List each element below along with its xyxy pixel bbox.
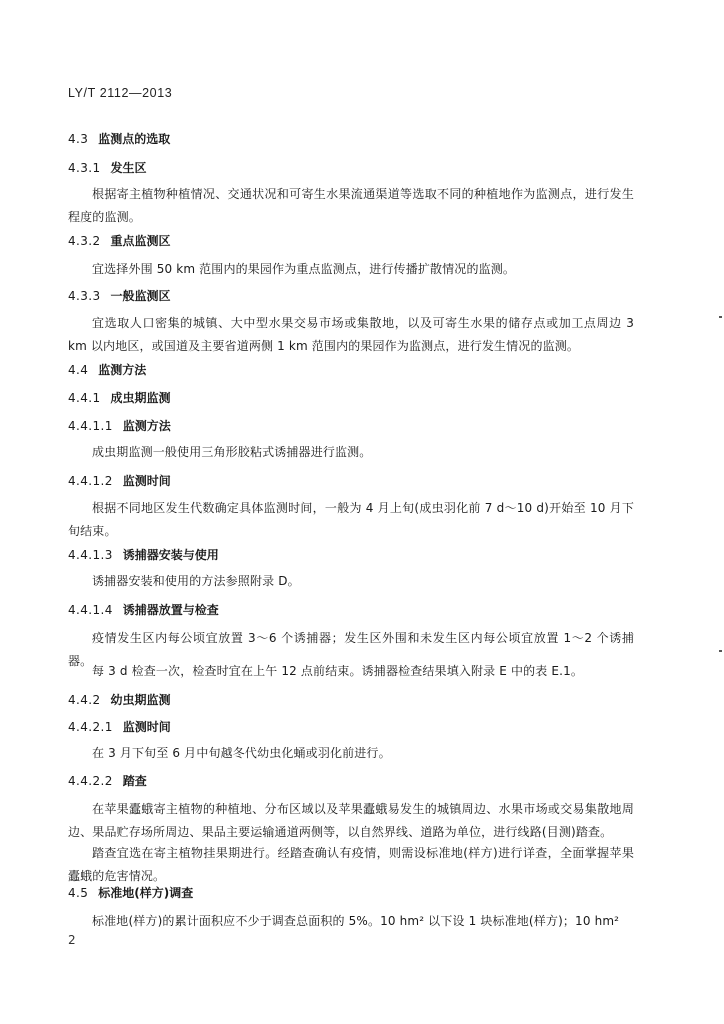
heading-4-3-3 [68, 287, 171, 304]
scan-edge-mark [719, 650, 722, 652]
section-title: 诱捕器放置与检查 [122, 603, 219, 617]
section-number: 4.4.1.4 [68, 603, 113, 617]
section-number: 4.4.1.2 [68, 474, 113, 488]
paragraph-4-4-1-4-a: 疫情发生区内每公顷宜放置 3～6 个诱捕器；发生区外围和未发生区内每公顷宜放置 1～2 个诱捕器。 [68, 631, 634, 668]
heading-4-3 [68, 130, 170, 147]
section-title: 一般监测区 [110, 289, 171, 303]
paragraph-4-4-2-2-a: 在苹果蠹蛾寄主植物的种植地、分布区域以及苹果蠹蛾易发生的城镇周边、水果市场或交易集散地周边、果品贮存场所周边、果品主要运输通道两侧等，以自然界线、道路为单位，进行线路(目测)踏查。 [68, 802, 634, 839]
section-number: 4.4.1.3 [68, 548, 113, 562]
heading-4-4-2-1 [68, 718, 171, 735]
standard-code: LY/T 2112—2013 [68, 86, 173, 100]
heading-4-4-1-2 [68, 472, 171, 489]
section-number: 4.3 [68, 132, 89, 146]
section-title: 踏查 [122, 774, 147, 788]
page-number: 2 [68, 933, 76, 947]
section-title: 监测方法 [122, 419, 171, 433]
section-number: 4.4.2.2 [68, 774, 113, 788]
heading-4-4-1-4 [68, 601, 219, 618]
heading-4-4 [68, 361, 146, 378]
paragraph-4-3-1: 根据寄主植物种植情况、交通状况和可寄生水果流通渠道等选取不同的种植地作为监测点，进行发生程度的监测。 [68, 187, 634, 224]
paragraph-4-4-1-3: 诱捕器安装和使用的方法参照附录 D。 [92, 574, 300, 588]
section-number: 4.4.2 [68, 693, 101, 707]
section-title: 标准地(样方)调查 [98, 886, 194, 900]
section-number: 4.4.1.1 [68, 419, 113, 433]
section-title: 重点监测区 [110, 234, 171, 248]
section-number: 4.4.2.1 [68, 720, 113, 734]
heading-4-4-1-1 [68, 417, 171, 434]
section-title: 诱捕器安装与使用 [122, 548, 219, 562]
section-title: 监测时间 [122, 720, 171, 734]
paragraph-4-5: 标准地(样方)的累计面积应不少于调查总面积的 5%。10 hm² 以下设 1 块标准地(样方)；10 hm² [92, 914, 620, 928]
heading-4-4-2 [68, 691, 171, 708]
paragraph-4-4-1-4-b: 每 3 d 检查一次，检查时宜在上午 12 点前结束。诱捕器检查结果填入附录 E 中的表 E.1。 [92, 664, 584, 678]
section-title: 发生区 [110, 161, 147, 175]
heading-4-4-1 [68, 389, 171, 406]
section-title: 监测时间 [122, 474, 171, 488]
heading-4-3-1 [68, 159, 147, 176]
section-number: 4.3.1 [68, 161, 101, 175]
paragraph-4-4-1-2: 根据不同地区发生代数确定具体监测时间，一般为 4 月上旬(成虫羽化前 7 d～10 d)开始至 10 月下旬结束。 [68, 501, 634, 538]
paragraph-4-4-1-1: 成虫期监测一般使用三角形胶粘式诱捕器进行监测。 [92, 445, 372, 459]
section-number: 4.5 [68, 886, 89, 900]
section-number: 4.4.1 [68, 391, 101, 405]
section-title: 幼虫期监测 [110, 693, 171, 707]
heading-4-5 [68, 884, 193, 901]
heading-4-4-1-3 [68, 546, 219, 563]
heading-4-3-2 [68, 232, 171, 249]
paragraph-4-3-3: 宜选取人口密集的城镇、大中型水果交易市场或集散地，以及可寄生水果的储存点或加工点周边 3 km 以内地区，或国道及主要省道两侧 1 km 范围内的果园作为监测点，进行发生情况的监测。 [68, 316, 634, 353]
section-number: 4.3.3 [68, 289, 101, 303]
section-title: 监测点的选取 [98, 132, 171, 146]
paragraph-4-4-2-1: 在 3 月下旬至 6 月中旬越冬代幼虫化蛹或羽化前进行。 [92, 746, 391, 760]
section-number: 4.4 [68, 363, 89, 377]
paragraph-4-3-2: 宜选择外围 50 km 范围内的果园作为重点监测点，进行传播扩散情况的监测。 [92, 262, 516, 276]
section-title: 成虫期监测 [110, 391, 171, 405]
heading-4-4-2-2 [68, 772, 147, 789]
scan-edge-mark [719, 316, 722, 318]
section-title: 监测方法 [98, 363, 147, 377]
section-number: 4.3.2 [68, 234, 101, 248]
paragraph-4-4-2-2-b: 踏查宜选在寄主植物挂果期进行。经踏查确认有疫情，则需设标准地(样方)进行详查，全面掌握苹果蠹蛾的危害情况。 [68, 846, 634, 883]
